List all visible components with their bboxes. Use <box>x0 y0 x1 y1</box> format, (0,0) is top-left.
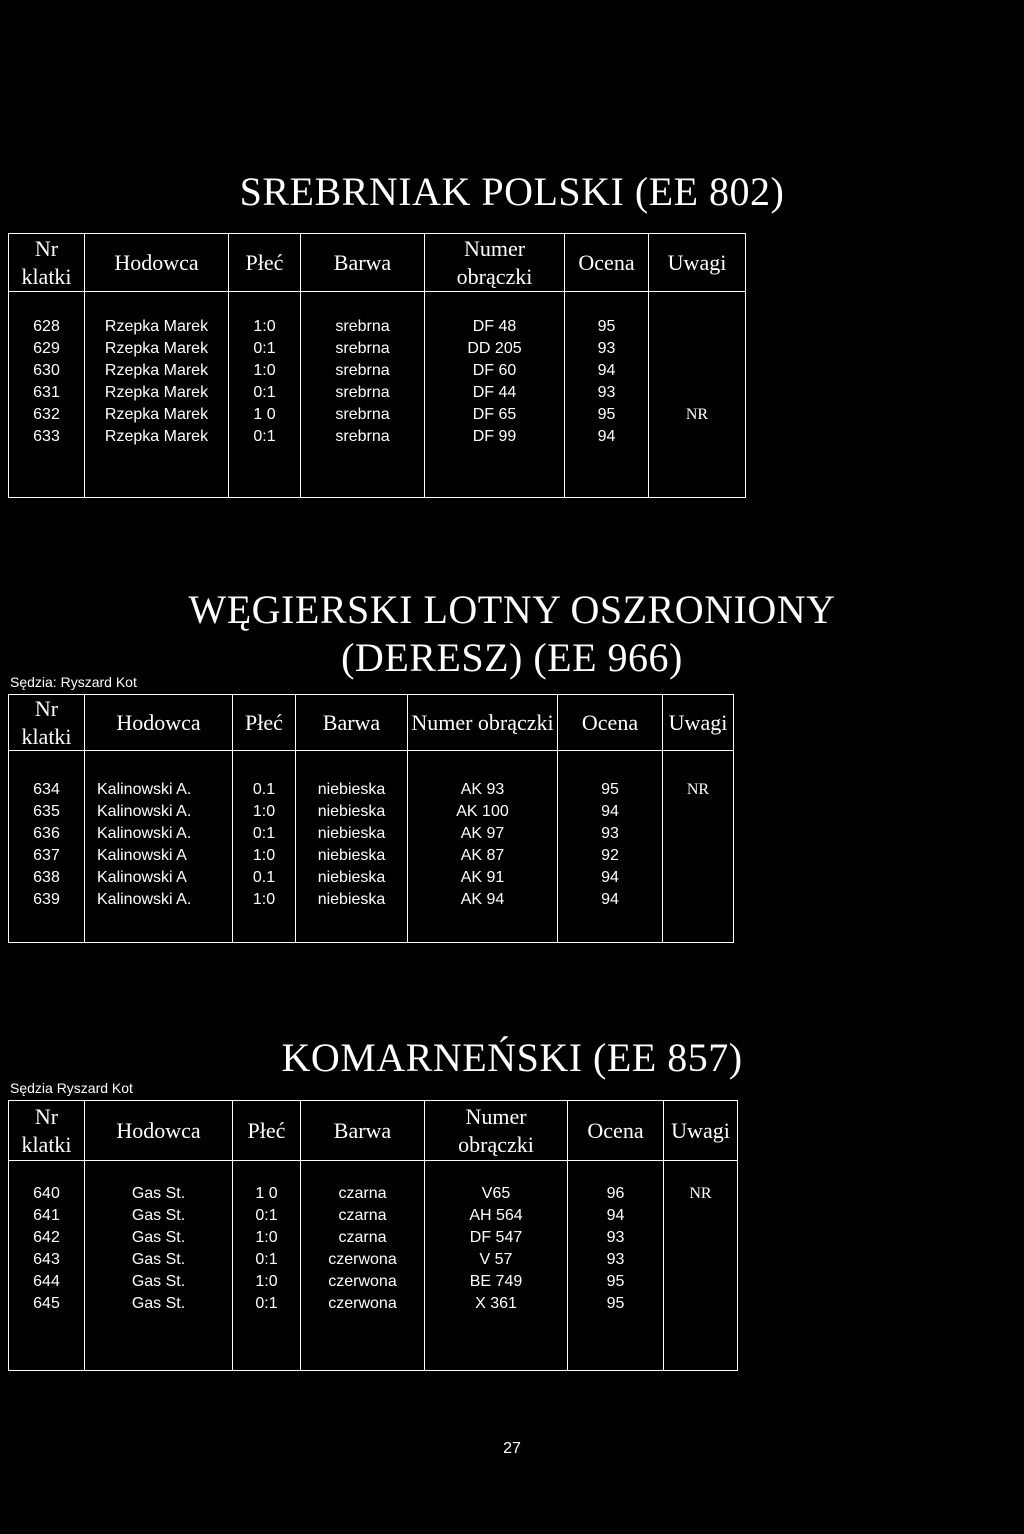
cell-hodowca: Rzepka Marek <box>85 426 229 448</box>
cell-ocena: 93 <box>568 1227 664 1249</box>
cell-hodowca: Kalinowski A. <box>85 823 233 845</box>
cell-barwa: srebrna <box>301 338 425 360</box>
cell-numer: AH 564 <box>425 1205 568 1227</box>
table-row <box>9 338 746 360</box>
cell-numer: DF 99 <box>425 426 565 448</box>
cell-hodowca: Kalinowski A. <box>85 779 233 801</box>
judge-label: Sędzia Ryszard Kot <box>10 1080 133 1096</box>
cell-numer: V65 <box>425 1183 568 1205</box>
cell-uwagi <box>664 1293 738 1315</box>
judge-label: Sędzia: Ryszard Kot <box>10 674 137 690</box>
cell-plec: 0:1 <box>233 823 296 845</box>
cell-uwagi <box>664 1227 738 1249</box>
cell-nr: 644 <box>9 1271 85 1293</box>
cell-uwagi <box>663 867 734 889</box>
cell-nr: 641 <box>9 1205 85 1227</box>
cell-hodowca: Rzepka Marek <box>85 360 229 382</box>
cell-barwa: niebieska <box>296 845 408 867</box>
cell-hodowca: Rzepka Marek <box>85 404 229 426</box>
cell-numer: X 361 <box>425 1293 568 1315</box>
cell-numer: DF 48 <box>425 316 565 338</box>
cell-numer: DF 60 <box>425 360 565 382</box>
cell-plec: 1:0 <box>233 889 296 911</box>
cell-barwa: srebrna <box>301 360 425 382</box>
header-ocena: Ocena <box>558 695 663 751</box>
cell-numer: AK 97 <box>408 823 558 845</box>
cell-uwagi <box>663 823 734 845</box>
header-uwagi: Uwagi <box>649 234 746 292</box>
cell-numer: DD 205 <box>425 338 565 360</box>
cell-ocena: 95 <box>568 1293 664 1315</box>
cell-ocena: 93 <box>565 382 649 404</box>
cell-uwagi <box>663 845 734 867</box>
table-row <box>9 1249 738 1271</box>
cell-ocena: 94 <box>565 426 649 448</box>
section-title: SREBRNIAK POLSKI (EE 802) <box>239 169 785 214</box>
cell-plec: 0.1 <box>233 867 296 889</box>
cell-ocena: 93 <box>565 338 649 360</box>
results-table <box>8 694 734 943</box>
table-row <box>9 889 734 911</box>
header-plec: Płeć <box>233 695 296 751</box>
cell-hodowca: Gas St. <box>85 1205 233 1227</box>
cell-uwagi <box>649 338 746 360</box>
cell-barwa: czerwona <box>301 1293 425 1315</box>
cell-numer: AK 91 <box>408 867 558 889</box>
cell-barwa: niebieska <box>296 779 408 801</box>
results-table <box>8 1100 738 1371</box>
cell-plec: 1:0 <box>233 845 296 867</box>
cell-nr: 630 <box>9 360 85 382</box>
cell-ocena: 94 <box>568 1205 664 1227</box>
cell-nr: 637 <box>9 845 85 867</box>
cell-ocena: 95 <box>565 404 649 426</box>
section-subtitle: (DERESZ) (EE 966) <box>341 635 683 680</box>
cell-plec: 0:1 <box>233 1293 301 1315</box>
cell-numer: DF 547 <box>425 1227 568 1249</box>
cell-ocena: 93 <box>558 823 663 845</box>
cell-uwagi <box>664 1249 738 1271</box>
header-nr: Nr klatki <box>9 695 85 751</box>
cell-nr: 638 <box>9 867 85 889</box>
cell-ocena: 95 <box>568 1271 664 1293</box>
cell-nr: 633 <box>9 426 85 448</box>
cell-nr: 632 <box>9 404 85 426</box>
cell-ocena: 93 <box>568 1249 664 1271</box>
header-barwa: Barwa <box>296 695 408 751</box>
cell-hodowca: Gas St. <box>85 1183 233 1205</box>
cell-plec: 0:1 <box>233 1249 301 1271</box>
cell-plec: 0:1 <box>229 426 301 448</box>
cell-hodowca: Gas St. <box>85 1227 233 1249</box>
cell-barwa: czarna <box>301 1227 425 1249</box>
header-ocena: Ocena <box>568 1101 664 1161</box>
header-numer: Numer obrączki <box>425 1101 568 1161</box>
table-row <box>9 426 746 448</box>
table-row <box>9 779 734 801</box>
cell-nr: 634 <box>9 779 85 801</box>
cell-plec: 1 0 <box>229 404 301 426</box>
cell-numer: AK 93 <box>408 779 558 801</box>
cell-uwagi: NR <box>663 779 734 801</box>
header-nr: Nr klatki <box>9 1101 85 1161</box>
cell-uwagi <box>649 426 746 448</box>
table-row <box>9 1293 738 1315</box>
cell-hodowca: Rzepka Marek <box>85 316 229 338</box>
cell-numer: AK 100 <box>408 801 558 823</box>
table-row <box>9 382 746 404</box>
cell-plec: 1 0 <box>233 1183 301 1205</box>
cell-nr: 640 <box>9 1183 85 1205</box>
cell-hodowca: Gas St. <box>85 1293 233 1315</box>
cell-barwa: srebrna <box>301 426 425 448</box>
header-numer: Numer obrączki <box>425 234 565 292</box>
cell-uwagi <box>649 382 746 404</box>
cell-nr: 628 <box>9 316 85 338</box>
cell-numer: BE 749 <box>425 1271 568 1293</box>
header-hodowca: Hodowca <box>85 1101 233 1161</box>
cell-nr: 635 <box>9 801 85 823</box>
cell-numer: DF 44 <box>425 382 565 404</box>
cell-plec: 1:0 <box>229 316 301 338</box>
cell-barwa: niebieska <box>296 823 408 845</box>
cell-plec: 1:0 <box>233 801 296 823</box>
cell-barwa: czerwona <box>301 1249 425 1271</box>
cell-nr: 642 <box>9 1227 85 1249</box>
header-numer: Numer obrączki <box>408 695 558 751</box>
cell-ocena: 92 <box>558 845 663 867</box>
cell-numer: AK 94 <box>408 889 558 911</box>
header-uwagi: Uwagi <box>664 1101 738 1161</box>
cell-barwa: srebrna <box>301 404 425 426</box>
cell-hodowca: Rzepka Marek <box>85 338 229 360</box>
cell-plec: 0:1 <box>229 382 301 404</box>
table-row <box>9 1205 738 1227</box>
cell-uwagi <box>664 1205 738 1227</box>
cell-nr: 631 <box>9 382 85 404</box>
cell-ocena: 94 <box>565 360 649 382</box>
table-row <box>9 1271 738 1293</box>
cell-ocena: 95 <box>558 779 663 801</box>
cell-uwagi: NR <box>649 404 746 426</box>
header-ocena: Ocena <box>565 234 649 292</box>
cell-ocena: 94 <box>558 801 663 823</box>
cell-barwa: niebieska <box>296 889 408 911</box>
cell-nr: 636 <box>9 823 85 845</box>
cell-plec: 0:1 <box>229 338 301 360</box>
cell-hodowca: Gas St. <box>85 1271 233 1293</box>
table-row <box>9 845 734 867</box>
table-row <box>9 360 746 382</box>
cell-ocena: 95 <box>565 316 649 338</box>
page-number: 27 <box>503 1440 521 1457</box>
table-row <box>9 801 734 823</box>
cell-hodowca: Kalinowski A. <box>85 889 233 911</box>
cell-uwagi <box>649 316 746 338</box>
table-row <box>9 867 734 889</box>
cell-plec: 1:0 <box>233 1271 301 1293</box>
cell-ocena: 94 <box>558 889 663 911</box>
cell-uwagi <box>664 1271 738 1293</box>
cell-hodowca: Kalinowski A <box>85 845 233 867</box>
results-table <box>8 233 746 498</box>
cell-numer: V 57 <box>425 1249 568 1271</box>
cell-hodowca: Kalinowski A. <box>85 801 233 823</box>
header-hodowca: Hodowca <box>85 695 233 751</box>
section-title: WĘGIERSKI LOTNY OSZRONIONY <box>188 587 836 632</box>
cell-uwagi <box>663 889 734 911</box>
cell-hodowca: Rzepka Marek <box>85 382 229 404</box>
cell-ocena: 96 <box>568 1183 664 1205</box>
cell-plec: 0:1 <box>233 1205 301 1227</box>
header-nr: Nr klatki <box>9 234 85 292</box>
cell-uwagi <box>649 360 746 382</box>
cell-barwa: czarna <box>301 1205 425 1227</box>
cell-numer: DF 65 <box>425 404 565 426</box>
cell-barwa: srebrna <box>301 382 425 404</box>
table-row <box>9 1183 738 1205</box>
table-row <box>9 404 746 426</box>
table-row <box>9 1227 738 1249</box>
cell-plec: 0.1 <box>233 779 296 801</box>
table-row <box>9 316 746 338</box>
header-uwagi: Uwagi <box>663 695 734 751</box>
cell-plec: 1:0 <box>233 1227 301 1249</box>
cell-hodowca: Gas St. <box>85 1249 233 1271</box>
table-row <box>9 823 734 845</box>
cell-hodowca: Kalinowski A <box>85 867 233 889</box>
cell-nr: 639 <box>9 889 85 911</box>
cell-nr: 645 <box>9 1293 85 1315</box>
header-hodowca: Hodowca <box>85 234 229 292</box>
cell-ocena: 94 <box>558 867 663 889</box>
cell-nr: 643 <box>9 1249 85 1271</box>
cell-numer: AK 87 <box>408 845 558 867</box>
header-plec: Płeć <box>229 234 301 292</box>
header-barwa: Barwa <box>301 234 425 292</box>
header-plec: Płeć <box>233 1101 301 1161</box>
cell-barwa: srebrna <box>301 316 425 338</box>
cell-barwa: czerwona <box>301 1271 425 1293</box>
cell-uwagi <box>663 801 734 823</box>
cell-barwa: czarna <box>301 1183 425 1205</box>
section-title: KOMARNEŃSKI (EE 857) <box>281 1035 743 1080</box>
cell-uwagi: NR <box>664 1183 738 1205</box>
cell-barwa: niebieska <box>296 867 408 889</box>
header-barwa: Barwa <box>301 1101 425 1161</box>
cell-barwa: niebieska <box>296 801 408 823</box>
cell-plec: 1:0 <box>229 360 301 382</box>
cell-nr: 629 <box>9 338 85 360</box>
